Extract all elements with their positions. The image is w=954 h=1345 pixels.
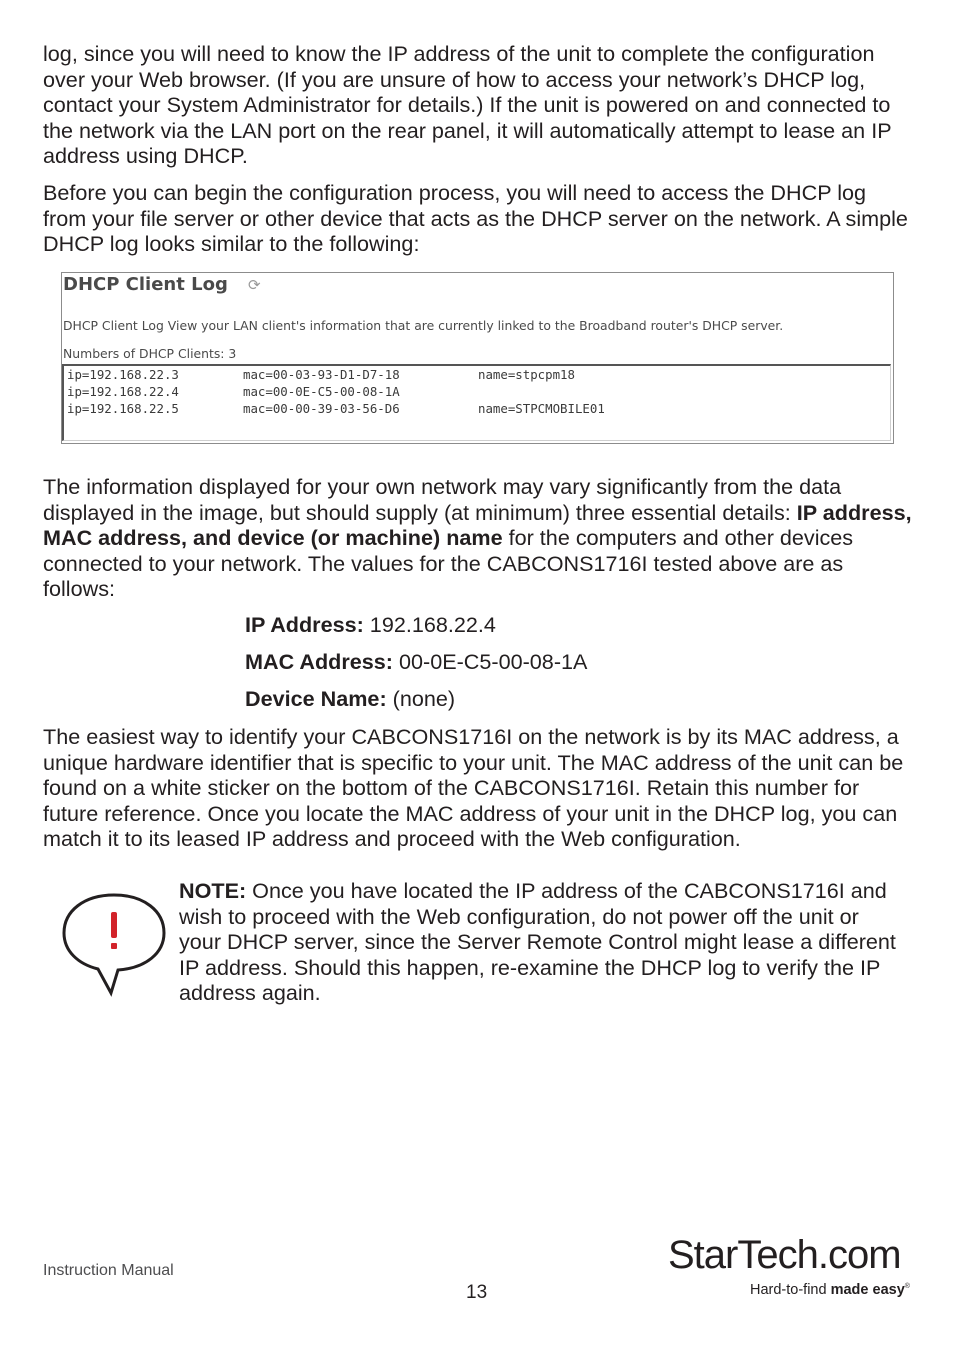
registered-mark: ®	[904, 1283, 910, 1291]
dhcp-row-name: name=stpcpm18	[478, 367, 575, 382]
brand-name: StarTech.com	[668, 1233, 901, 1277]
dhcp-log-description: DHCP Client Log View your LAN client's information that are currently linked to the Broadband router's DHCP server.	[63, 318, 784, 333]
dhcp-row-mac: mac=00-00-39-03-56-D6	[243, 401, 400, 416]
dhcp-log-title: DHCP Client Log	[63, 274, 228, 295]
page-number: 13	[466, 1282, 488, 1303]
dhcp-row-ip: ip=192.168.22.4	[67, 384, 179, 399]
paragraph-bold-details: IP address, MAC address, and device (or machine) name	[43, 499, 912, 551]
tagline-text: Hard-to-find	[750, 1282, 831, 1298]
field-label: IP Address:	[245, 612, 364, 637]
field-value: 192.168.22.4	[363, 612, 496, 637]
tagline-bold: made easy	[830, 1282, 905, 1298]
dhcp-client-row	[67, 367, 575, 384]
note-label: NOTE:	[179, 878, 247, 903]
field-label: MAC Address:	[245, 649, 393, 674]
field-ip-address	[245, 612, 496, 638]
dhcp-row-name: name=STPCMOBILE01	[478, 401, 605, 416]
dhcp-row-mac: mac=00-0E-C5-00-08-1A	[243, 384, 400, 399]
dhcp-client-log-screenshot	[61, 272, 894, 444]
dhcp-client-count: Numbers of DHCP Clients: 3	[63, 346, 237, 361]
note-text: Once you have located the IP address of the CABCONS1716I and wish to proceed with the Web configuration, do not power off the unit or your DHCP server, since the Server Remote Control might lease a different IP address. Should this happen, re-examine the DHCP log to verify the IP address again.	[179, 878, 896, 1006]
dhcp-row-ip: ip=192.168.22.3	[67, 367, 179, 382]
dhcp-row-ip: ip=192.168.22.5	[67, 401, 179, 416]
field-mac-address	[245, 649, 587, 675]
note-block	[179, 878, 899, 1006]
warning-speech-bubble-icon	[58, 885, 170, 1003]
dhcp-client-row	[67, 401, 605, 418]
field-value: 00-0E-C5-00-08-1A	[392, 649, 588, 674]
dhcp-client-row	[67, 384, 400, 401]
footer-manual-label: Instruction Manual	[43, 1262, 174, 1279]
dhcp-row-mac: mac=00-03-93-D1-D7-18	[243, 367, 400, 382]
dhcp-client-list	[62, 364, 891, 441]
paragraph-essential-details	[43, 474, 915, 602]
paragraph-text: for the computers and other devices connected to your network. The values for the CABCONS1716I tested above are as follows:	[43, 525, 854, 602]
refresh-help-icon: ⟳	[248, 276, 261, 294]
paragraph-text: The information displayed for your own network may vary significantly from the data displayed in the image, but should supply (at minimum) three essential details:	[43, 474, 842, 525]
startech-logo	[668, 1232, 908, 1280]
field-device-name	[245, 686, 455, 712]
paragraph-dhcp-access: Before you can begin the configuration process, you will need to access the DHCP log from your file server or other device that acts as the DHCP server on the network. A simple DHCP log looks similar to the following:	[43, 180, 908, 257]
paragraph-mac-identify: The easiest way to identify your CABCONS1716I on the network is by its MAC address, a unique hardware identifier that is specific to your unit. The MAC address of the unit can be found on a white sticker on the bottom of the CABCONS1716I. Retain this number for future reference. Once you locate the MAC address of your unit in the DHCP log, you can match it to its leased IP address and proceed with the Web configuration.	[43, 724, 904, 852]
field-value: (none)	[386, 686, 456, 711]
field-label: Device Name:	[245, 686, 387, 711]
brand-tagline	[750, 1282, 910, 1298]
paragraph-intro: log, since you will need to know the IP address of the unit to complete the configuration over your Web browser. (If you are unsure of how to access your network’s DHCP log, contact your System Administrator for details.) If the unit is powered on and connected to the network via the LAN port on the rear panel, it will automatically attempt to lease an IP address using DHCP.	[43, 41, 892, 169]
